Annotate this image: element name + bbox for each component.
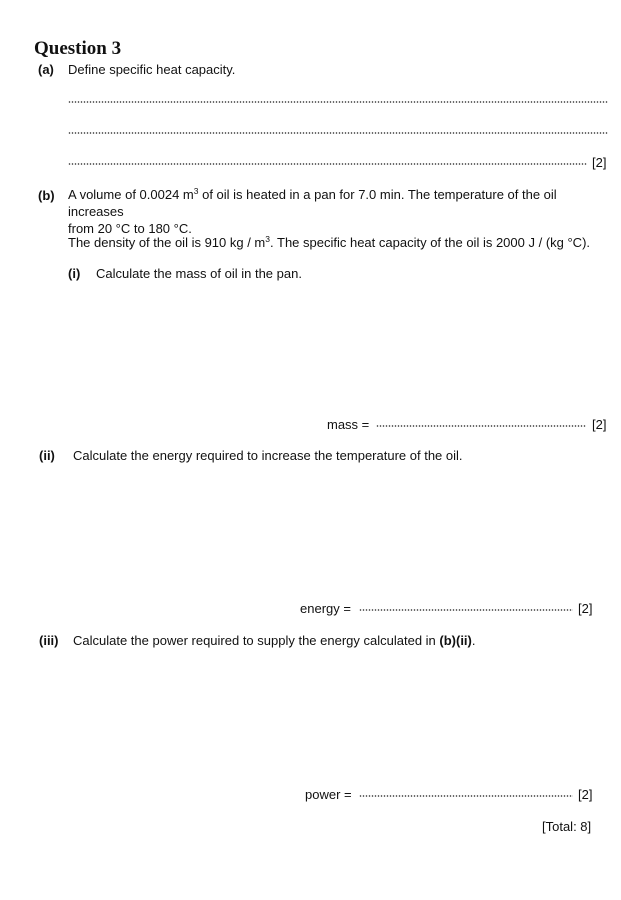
part-b-i-label: (i) [68,266,81,281]
power-answer-line[interactable] [359,794,573,798]
part-b-iii-question: Calculate the power required to supply the energy calculated in (b)(ii). [73,633,476,648]
part-a-question: Define specific heat capacity. [68,62,236,77]
part-b-density-text: The density of the oil is 910 kg / $m^3$. The specific heat capacity of the oil is 2000 J / (kg °C). [68,234,591,250]
part-b-i-question: Calculate the mass of oil in the pan. [96,266,302,281]
part-b-ii-label: (ii) [39,448,55,463]
total-marks: [Total: 8] [542,819,592,834]
question-title: Question 3 [34,38,122,59]
part-b-intro [68,186,613,237]
part-b-iii-marks: [2] [578,787,593,802]
part-b-label: (b) [38,188,55,203]
mass-answer-label: mass = [327,417,370,432]
power-answer-label: power = [305,787,352,802]
part-a-label: (a) [38,62,54,77]
part-b-iii-label: (iii) [39,633,59,648]
part-b-intro-line-1: A volume of 0.0024 $m^3$ of oil is heated in a pan for 7.0 min. The temperature of the oil increases [68,186,557,219]
energy-answer-label: energy = [300,601,351,616]
answer-line-a-3[interactable] [68,162,587,166]
part-b-i-marks: [2] [592,417,607,432]
answer-line-a-2[interactable] [68,131,608,135]
part-b-ii-marks: [2] [578,601,593,616]
part-b-ii-question: Calculate the energy required to increase the temperature of the oil. [73,448,463,463]
mass-answer-line[interactable] [376,424,586,428]
energy-answer-line[interactable] [359,608,573,612]
part-b-intro-line-2: from 20 °C to 180 °C. [68,221,192,236]
part-a-marks: [2] [592,155,607,170]
answer-line-a-1[interactable] [68,100,608,104]
